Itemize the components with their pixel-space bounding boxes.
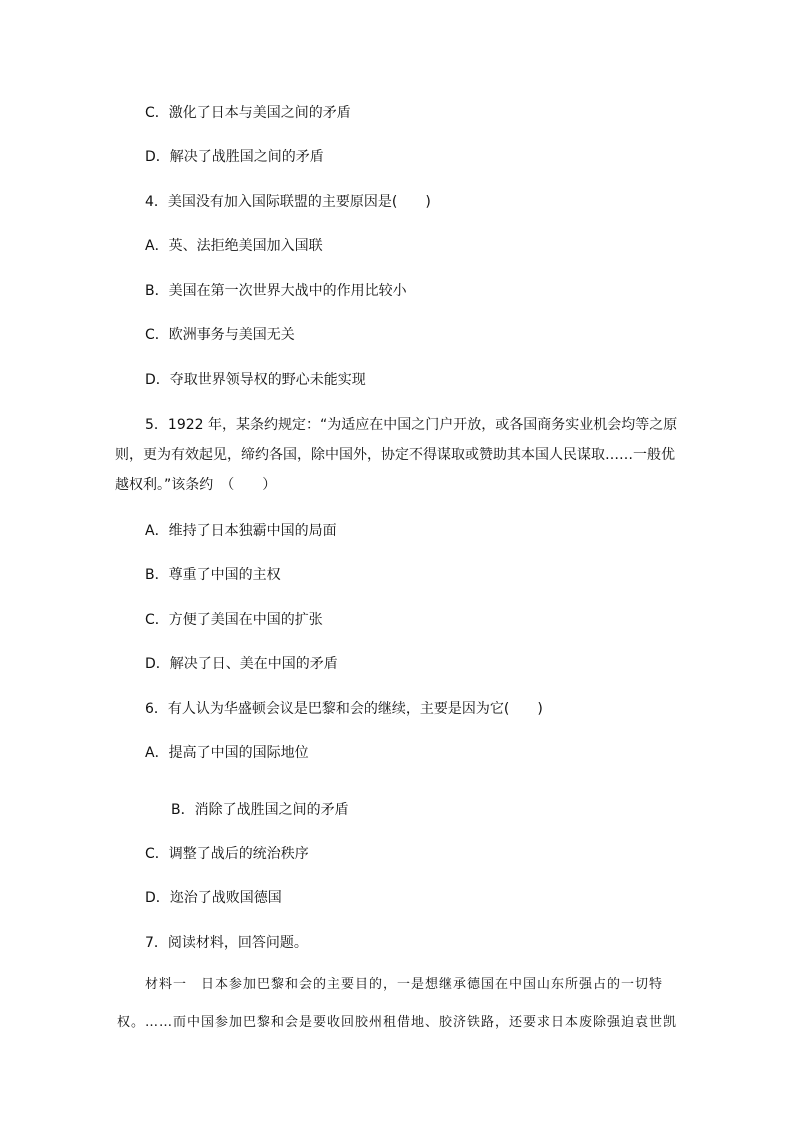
q5-stem-line-3: 越权利。”该条约 （ ） (115, 477, 277, 493)
q6-option-d: D．迩治了战败国德国 (145, 890, 282, 906)
q7-stem: 7．阅读材料，回答问题。 (145, 935, 308, 951)
q3-option-c: C．激化了日本与美国之间的矛盾 (145, 105, 351, 121)
q7-material-line-1: 材料一 日本参加巴黎和会的主要目的，一是想继承德国在中国山东所强占的一切特 (145, 977, 664, 992)
q5-stem (115, 410, 678, 500)
q5-option-c: C．方便了美国在中国的扩张 (145, 612, 323, 628)
q5-option-b: B．尊重了中国的主权 (145, 567, 281, 583)
q4-option-d: D．夺取世界领导权的野心未能实现 (145, 372, 366, 388)
q4-option-b: B．美国在第一次世界大战中的作用比较小 (145, 283, 407, 299)
q5-option-a: A．维持了日本独霸中国的局面 (145, 523, 337, 539)
q5-option-d: D．解决了日、美在中国的矛盾 (145, 656, 338, 672)
q4-option-c: C．欧洲事务与美国无关 (145, 327, 295, 343)
q6-option-a: A．提高了中国的国际地位 (145, 745, 309, 761)
q6-option-c: C．调整了战后的统治秩序 (145, 846, 309, 862)
q7-material-line-2: 权。……而中国参加巴黎和会是要收回胶州租借地、胶济铁路，还要求日本废除强迫袁世凯 (117, 1015, 678, 1030)
q6-stem: 6．有人认为华盛顿会议是巴黎和会的继续，主要是因为它( ) (145, 701, 543, 717)
q6-option-b: B．消除了战胜国之间的矛盾 (171, 802, 349, 818)
q5-stem-line-1: 5．1922 年，某条约规定：“为适应在中国之门户开放，或各国商务实业机会均等之原 (145, 417, 678, 433)
q7-material-one (117, 966, 687, 1042)
q5-stem-line-2: 则，更为有效起见，缔约各国，除中国外，协定不得谋取或赞助其本国人民谋取……一般优 (115, 447, 675, 463)
q4-stem: 4．美国没有加入国际联盟的主要原因是( ) (145, 194, 431, 210)
q4-option-a: A．英、法拒绝美国加入国联 (145, 238, 323, 254)
q3-option-d: D．解决了战胜国之间的矛盾 (145, 149, 324, 165)
